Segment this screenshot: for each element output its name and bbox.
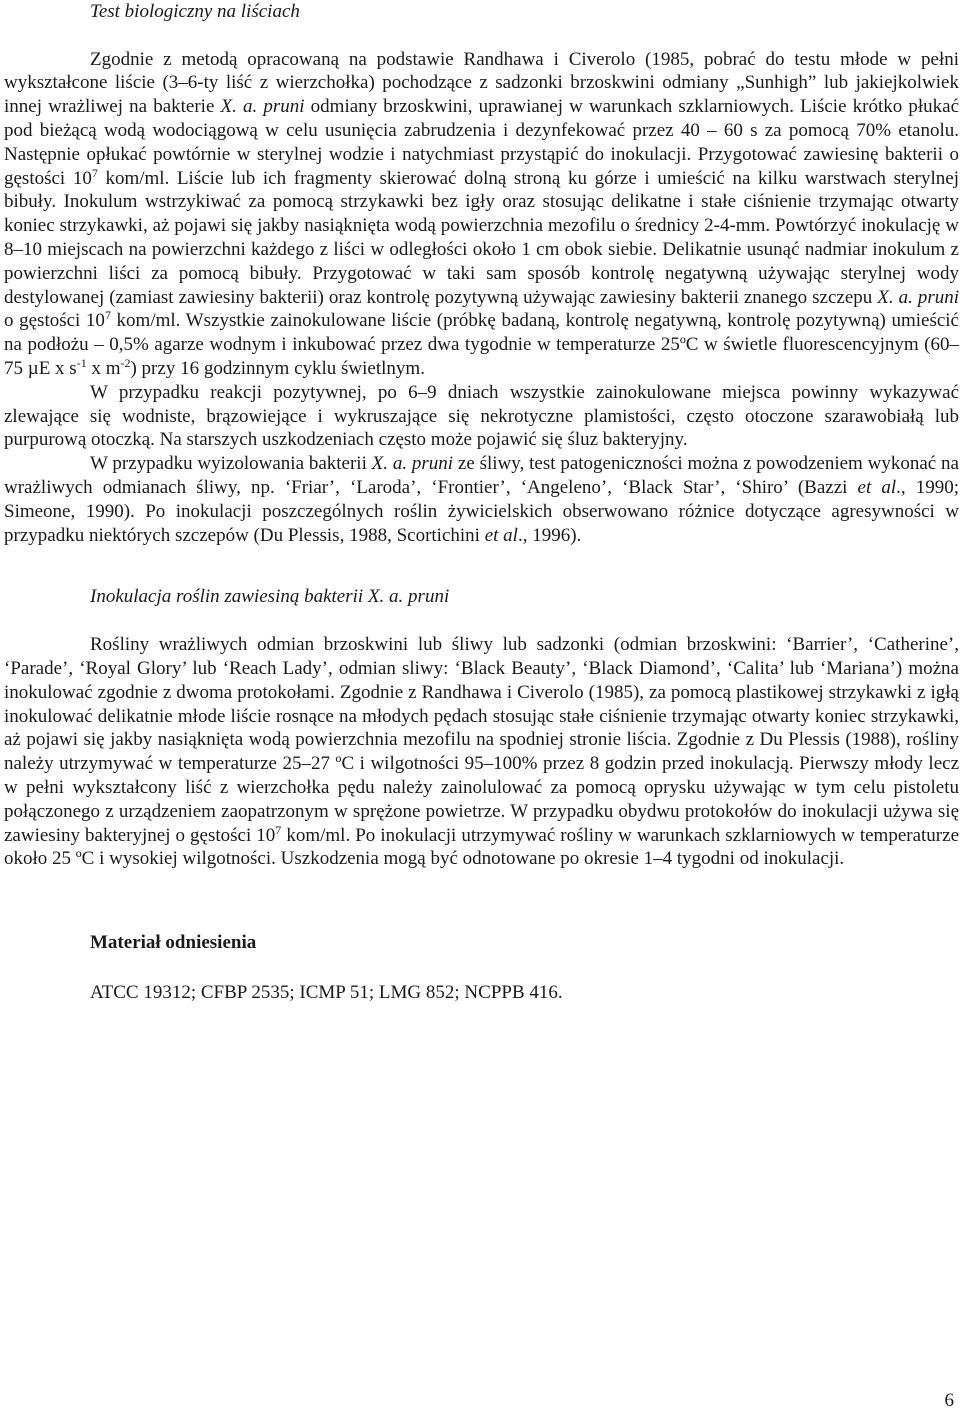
text-run: ) przy 16 godzinnym cyklu świetlnym.: [130, 357, 425, 379]
exponent: -1: [76, 355, 87, 370]
text-run: ze śliwy, test patogeniczności można z powodzeniem wykonać na wrażliwych odmianach śliwy, np. ‘Friar’, ‘Laroda’, ‘Frontier’, ‘Angeleno’, ‘Black Star’, ‘Shiro’ (Bazzi: [4, 453, 959, 498]
paragraph-biological-test-procedure: [4, 48, 959, 381]
et-al: et al: [484, 524, 518, 546]
text-run: kom/ml. Po inokulacji utrzymywać rośliny w warunkach szklarniowych w temperaturze około 25 ºC i wysokiej wilgotności. Uszkodzenia mogą być odnotowane po okresie 1–4 tygodni od inokulacji.: [4, 824, 959, 870]
text-run: kom/ml. Wszystkie zainokulowane liście (próbkę badaną, kontrolę negatywną, kontrolę pozytywną) umieścić na podłożu – 0,5% agarze wodnym i inkubować przez dwa tygodnie w temperaturze 25ºC w świetle fluorescencyjnym (60–75 µE x s: [4, 310, 959, 379]
et-al: et al: [857, 476, 897, 498]
spacer: [4, 609, 959, 633]
text-run: W przypadku wyizolowania bakterii: [90, 453, 372, 475]
section-heading-inoculation: Inokulacja roślin zawiesiną bakterii X. a. pruni: [90, 586, 450, 608]
exponent: 7: [104, 308, 111, 323]
exponent: 7: [275, 822, 282, 837]
text-run: odmiany brzoskwini, uprawianej w warunkach szklarniowych. Liście krótko płukać pod bieżącą wodą wodociągową w celu usunięcia zabrudzenia i dezynfekować przez 40 – 60 s za pomocą 70% etanolu. Następnie opłukać powtórnie w sterylnej wodzie i natychmiast przystąpić do inokulacji. Przygotować zawiesinę bakterii o gęstości 10: [4, 96, 960, 189]
species-name: X. a. pruni: [877, 286, 959, 308]
exponent: 7: [91, 165, 98, 180]
text-run: Rośliny wrażliwych odmian brzoskwini lub śliwy lub sadzonki (odmian brzoskwini: ‘Barrier’, ‘Catherine’, ‘Parade’, ‘Royal Glory’ lub ‘Reach Lady’, odmian sliwy: ‘Black Beauty’, ‘Black Diamond’, ‘Calita’ lub ‘Mariana’) można inokulować zgodnie z dwoma protokołami. Zgodnie z Randhawa i Civerolo (1985), za pomocą plastikowej strzykawki z igłą inokulować delikatnie młode liście rosnące na młodych pędach stosując stałe ciśnienie trzymając otwarty koniec strzykawki, aż pojawi się jakby nasiąknięta wodą powierzchnia mezofilu na spodniej stronie liścia. Zgodnie z Du Plessis (1988), rośliny należy utrzymywać w temperaturze 25–27 ºC i wilgotności 95–100% przez 8 godzin przed inokulacją. Pierwszy młody lecz w pełni wykształcony liść z wierzchołka pędu należy zainolulować za pomocą oprysku używając w tym celu pistoletu połączonego z urządzeniem zaopatrzonym w sprężone powietrze. W przypadku obydwu protokołów do inokulacji używa się zawiesiny bakteryjnej o gęstości 10: [4, 634, 959, 846]
species-name: X. a. pruni: [220, 96, 305, 118]
reference-material-list: ATCC 19312; CFBP 2535; ICMP 51; LMG 852; NCPPB 416.: [90, 981, 563, 1003]
section-heading-reference-material: Materiał odniesienia: [90, 932, 257, 954]
section-heading-biological-test: Test biologiczny na liściach: [90, 1, 300, 22]
spacer: [4, 871, 959, 931]
paragraph-positive-reaction: W przypadku reakcji pozytywnej, po 6–9 dniach wszystkie zainokulowane miejsca powinny wykazywać zlewające się wodniste, brązowiejące i wykruszające się nekrotyczne plamistości, często otoczone szarawobiałą lub purpurową otoczką. Na starszych uszkodzeniach często może pojawić się śluz bakteryjny.: [4, 381, 959, 451]
spacer: [4, 955, 959, 981]
text-run: o gęstości 10: [4, 310, 105, 332]
text-run: Zgodnie z metodą opracowaną na podstawie Randhawa i Civerolo (1985, pobrać do testu młode w pełni wykształcone liście (3–6-ty liść z wierzchołka) pochodzące z sadzonki brzoskwini odmiany „Sunhigh” lub jakiejkolwiek innej wrażliwej na bakterie: [4, 48, 959, 118]
document-page: [4, 0, 959, 1005]
exponent: -2: [120, 355, 131, 370]
spacer: [4, 547, 959, 585]
text-run: ., 1990; Simeone, 1990). Po inokulacji poszczególnych roślin żywicielskich obserwowano różnice dotyczące agresywności w przypadku niektórych szczepów (Du Plessis, 1988, Scortichini: [4, 476, 959, 546]
paragraph-inoculation-protocols: [4, 633, 959, 871]
species-name: X. a. pruni: [371, 453, 454, 475]
paragraph-plum-isolation: [4, 452, 959, 547]
text-run: kom/ml. Liście lub ich fragmenty skierować dolną stroną ku górze i umieścić na kilku warstwach sterylnej bibuły. Inokulum wstrzykiwać za pomocą strzykawki bez igły oraz stosując delikatne i stałe ciśnienie trzymając otwarty koniec strzykawki, aż pojawi się jakby nasiąknięta wodą powierzchnia mezofilu o średnicy 2-4-mm. Powtórzyć inokulację w 8–10 miejscach na powierzchni każdego z liści w odległości około 1 cm obok siebie. Delikatnie usunąć nadmiar inokulum z powierzchni liści za pomocą bibuły. Przygotować w taki sam sposób kontrolę negatywną używając sterylnej wody destylowanej (zamiast zawiesiny bakterii) oraz kontrolę pozytywną używając zawiesiny bakterii znanego szczepu: [4, 167, 959, 308]
spacer: [4, 24, 959, 48]
text-run: ., 1996).: [517, 524, 582, 546]
page-number: 6: [944, 1390, 954, 1411]
text-run: x m: [86, 357, 121, 379]
